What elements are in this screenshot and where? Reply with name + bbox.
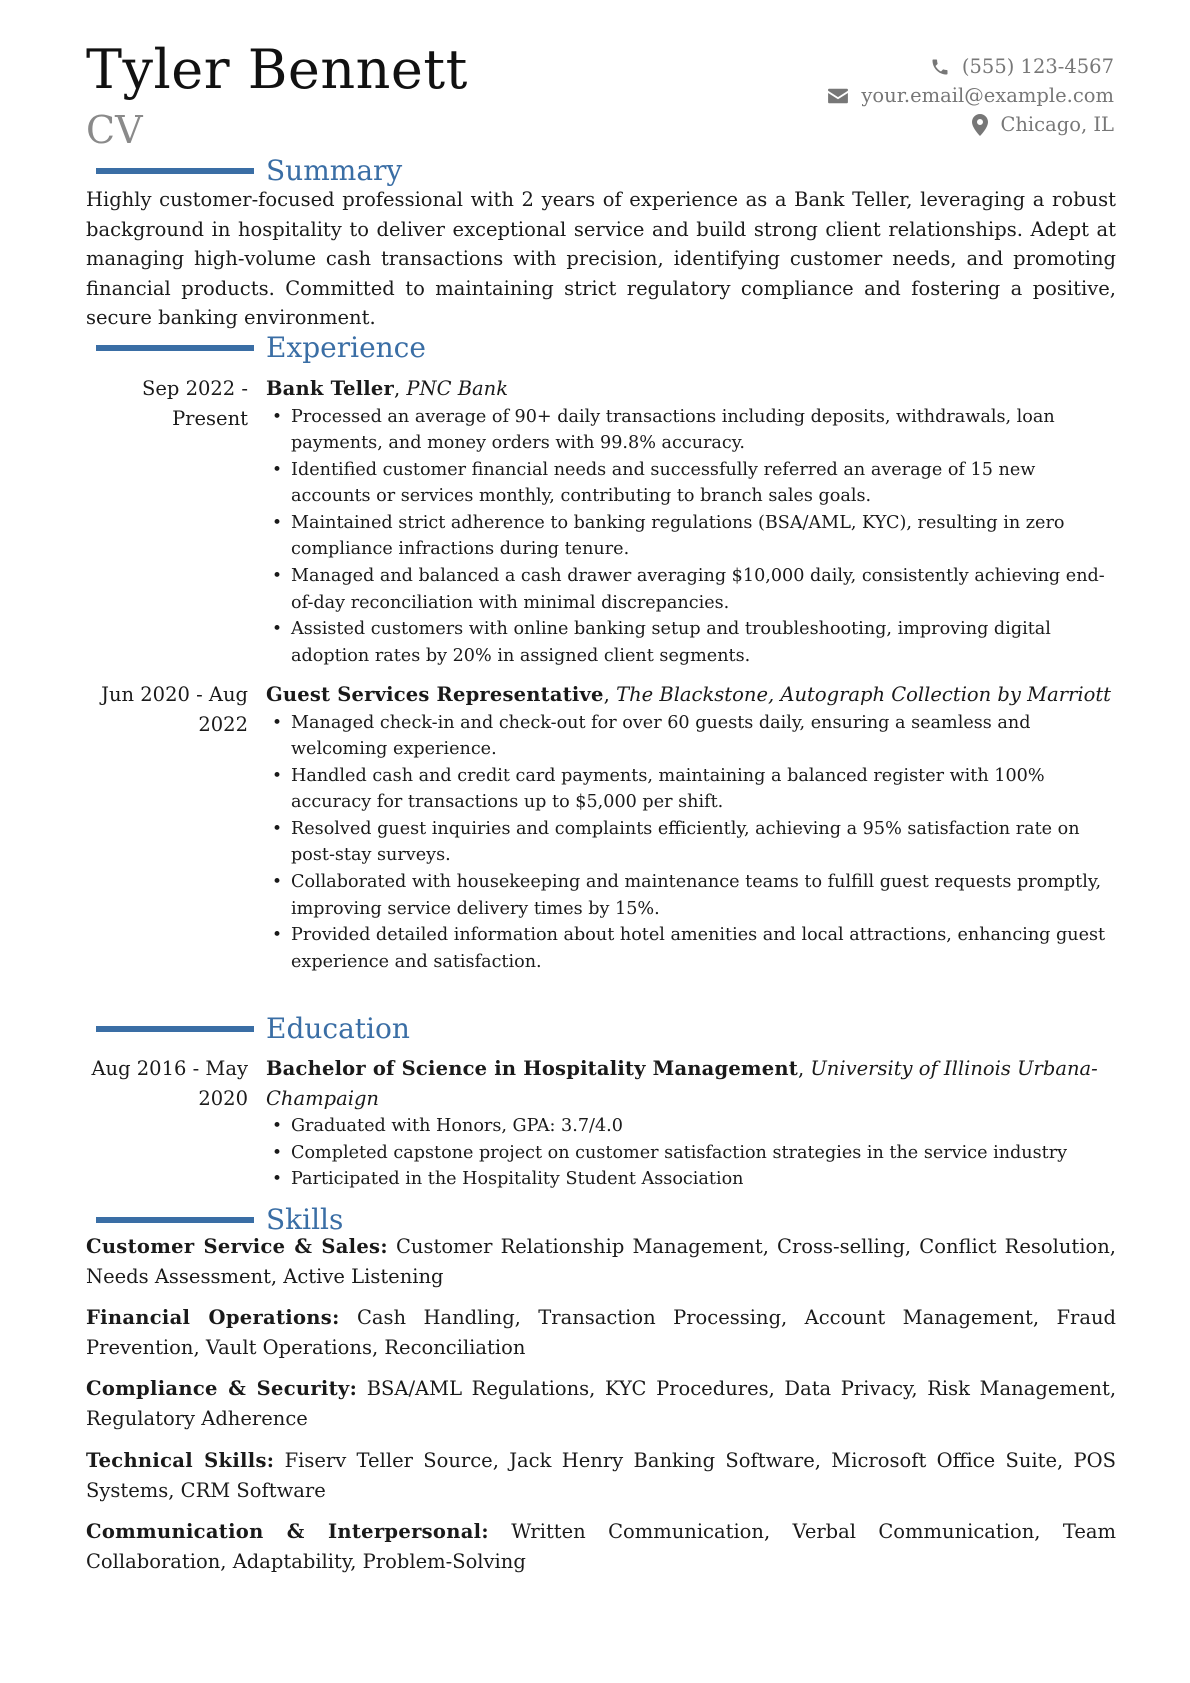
- entry-org: PNC Bank: [406, 377, 509, 400]
- phone-icon: [930, 57, 950, 77]
- skill-label: Technical Skills:: [86, 1449, 275, 1472]
- list-item: • Managed and balanced a cash drawer averaging $10,000 daily, consistently achieving end-of-day reconciliation with minimal discrepancies.: [266, 563, 1116, 616]
- skill-value: Written Communication, Verbal Communication, Team Collaboration, Adaptability, Problem-Solving: [86, 1520, 1116, 1573]
- entry-date: Sep 2022 - Present: [142, 377, 248, 430]
- skill-value: Cash Handling, Transaction Processing, Account Management, Fraud Prevention, Vault Operations, Reconciliation: [86, 1306, 1117, 1359]
- section-header-skills: [96, 1203, 344, 1236]
- skill-label: Communication & Interpersonal:: [86, 1520, 489, 1543]
- entry-title: Bachelor of Science in Hospitality Management, University of Illinois Urbana-Champaign: [266, 1057, 1098, 1110]
- contact-phone: [827, 52, 1114, 81]
- skill-row: [86, 1374, 1116, 1433]
- section-header-summary: [96, 154, 403, 187]
- list-item: • Graduated with Honors, GPA: 3.7/4.0: [266, 1113, 1116, 1140]
- phone-text: (555) 123-4567: [961, 55, 1114, 78]
- entry-date: Jun 2020 - Aug 2022: [101, 683, 248, 736]
- entry-org: University of Illinois Urbana-Champaign: [266, 1057, 1098, 1110]
- entry-role: Bachelor of Science in Hospitality Management: [266, 1057, 798, 1080]
- entry-role: Bank Teller: [266, 377, 394, 400]
- summary-text: Highly customer-focused professional with 2 years of experience as a Bank Teller, leveraging a robust background in hospitality to deliver exceptional service and build strong client relationships. Adept at managing high-volume cash transactions with precision, identifying customer needs, and promoting financial products. Committed to maintaining strict regulatory compliance and fostering a positive, secure banking environment.: [86, 188, 1116, 329]
- list-item: • Collaborated with housekeeping and maintenance teams to fulfill guest requests promptly, improving service delivery times by 15%.: [266, 869, 1116, 922]
- entry-role: Guest Services Representative: [266, 683, 604, 706]
- entry-bullet-list: [266, 710, 1116, 976]
- list-item: • Managed check-in and check-out for over 60 guests daily, ensuring a seamless and welcoming experience.: [266, 710, 1116, 763]
- entry-title: Guest Services Representative, The Blackstone, Autograph Collection by Marriott: [266, 683, 1112, 706]
- skill-row: [86, 1517, 1116, 1576]
- skill-row: [86, 1446, 1116, 1505]
- entry-date: Aug 2016 - May 2020: [91, 1057, 248, 1110]
- list-item: • Handled cash and credit card payments, maintaining a balanced register with 100% accuracy for transactions up to $5,000 per shift.: [266, 763, 1116, 816]
- document-subtitle: CV: [86, 108, 143, 152]
- entry-org: The Blackstone, Autograph Collection by Marriott: [616, 683, 1112, 706]
- entry-bullet-list: [266, 1113, 1116, 1193]
- contact-location: [827, 110, 1114, 139]
- candidate-name: Tyler Bennett: [86, 38, 468, 101]
- envelope-icon: [827, 87, 849, 105]
- map-pin-icon: [972, 114, 988, 136]
- entry-body: [266, 374, 1116, 669]
- section-title-experience: Experience: [266, 331, 426, 364]
- email-text[interactable]: your.email@example.com: [861, 84, 1114, 107]
- contact-email[interactable]: [827, 81, 1114, 110]
- skill-value: BSA/AML Regulations, KYC Procedures, Data Privacy, Risk Management, Regulatory Adherence: [86, 1377, 1117, 1430]
- list-item: • Assisted customers with online banking setup and troubleshooting, improving digital adoption rates by 20% in assigned client segments.: [266, 616, 1116, 669]
- skill-row: [86, 1232, 1116, 1291]
- section-header-education: [96, 1012, 410, 1045]
- entry-body: [266, 1054, 1116, 1193]
- entry-title: Bank Teller, PNC Bank: [266, 377, 509, 400]
- list-item: • Maintained strict adherence to banking regulations (BSA/AML, KYC), resulting in zero compliance infractions during tenure.: [266, 510, 1116, 563]
- section-title-skills: Skills: [266, 1203, 344, 1236]
- list-item: • Provided detailed information about hotel amenities and local attractions, enhancing guest experience and satisfaction.: [266, 922, 1116, 975]
- section-accent-bar: [96, 1217, 254, 1223]
- section-header-experience: [96, 331, 426, 364]
- list-item: • Identified customer financial needs and successfully referred an average of 15 new accounts or services monthly, contributing to branch sales goals.: [266, 457, 1116, 510]
- list-item: • Processed an average of 90+ daily transactions including deposits, withdrawals, loan payments, and money orders with 99.8% accuracy.: [266, 404, 1116, 457]
- list-item: • Resolved guest inquiries and complaints efficiently, achieving a 95% satisfaction rate on post-stay surveys.: [266, 816, 1116, 869]
- location-text: Chicago, IL: [1000, 113, 1114, 136]
- skill-value: Customer Relationship Management, Cross-selling, Conflict Resolution, Needs Assessment, Active Listening: [86, 1235, 1116, 1288]
- skill-label: Customer Service & Sales:: [86, 1235, 388, 1258]
- skill-label: Financial Operations:: [86, 1306, 340, 1329]
- skill-value: Fiserv Teller Source, Jack Henry Banking Software, Microsoft Office Suite, POS Systems, CRM Software: [86, 1449, 1116, 1502]
- skill-row: [86, 1303, 1116, 1362]
- list-item: • Completed capstone project on customer satisfaction strategies in the service industry: [266, 1140, 1116, 1167]
- section-accent-bar: [96, 168, 254, 174]
- section-title-education: Education: [266, 1012, 410, 1045]
- section-accent-bar: [96, 1026, 254, 1032]
- entry-body: [266, 680, 1116, 975]
- contact-block: [827, 52, 1114, 139]
- section-title-summary: Summary: [266, 154, 403, 187]
- list-item: • Participated in the Hospitality Student Association: [266, 1166, 1116, 1193]
- skill-label: Compliance & Security:: [86, 1377, 358, 1400]
- entry-bullet-list: [266, 404, 1116, 670]
- section-accent-bar: [96, 345, 254, 351]
